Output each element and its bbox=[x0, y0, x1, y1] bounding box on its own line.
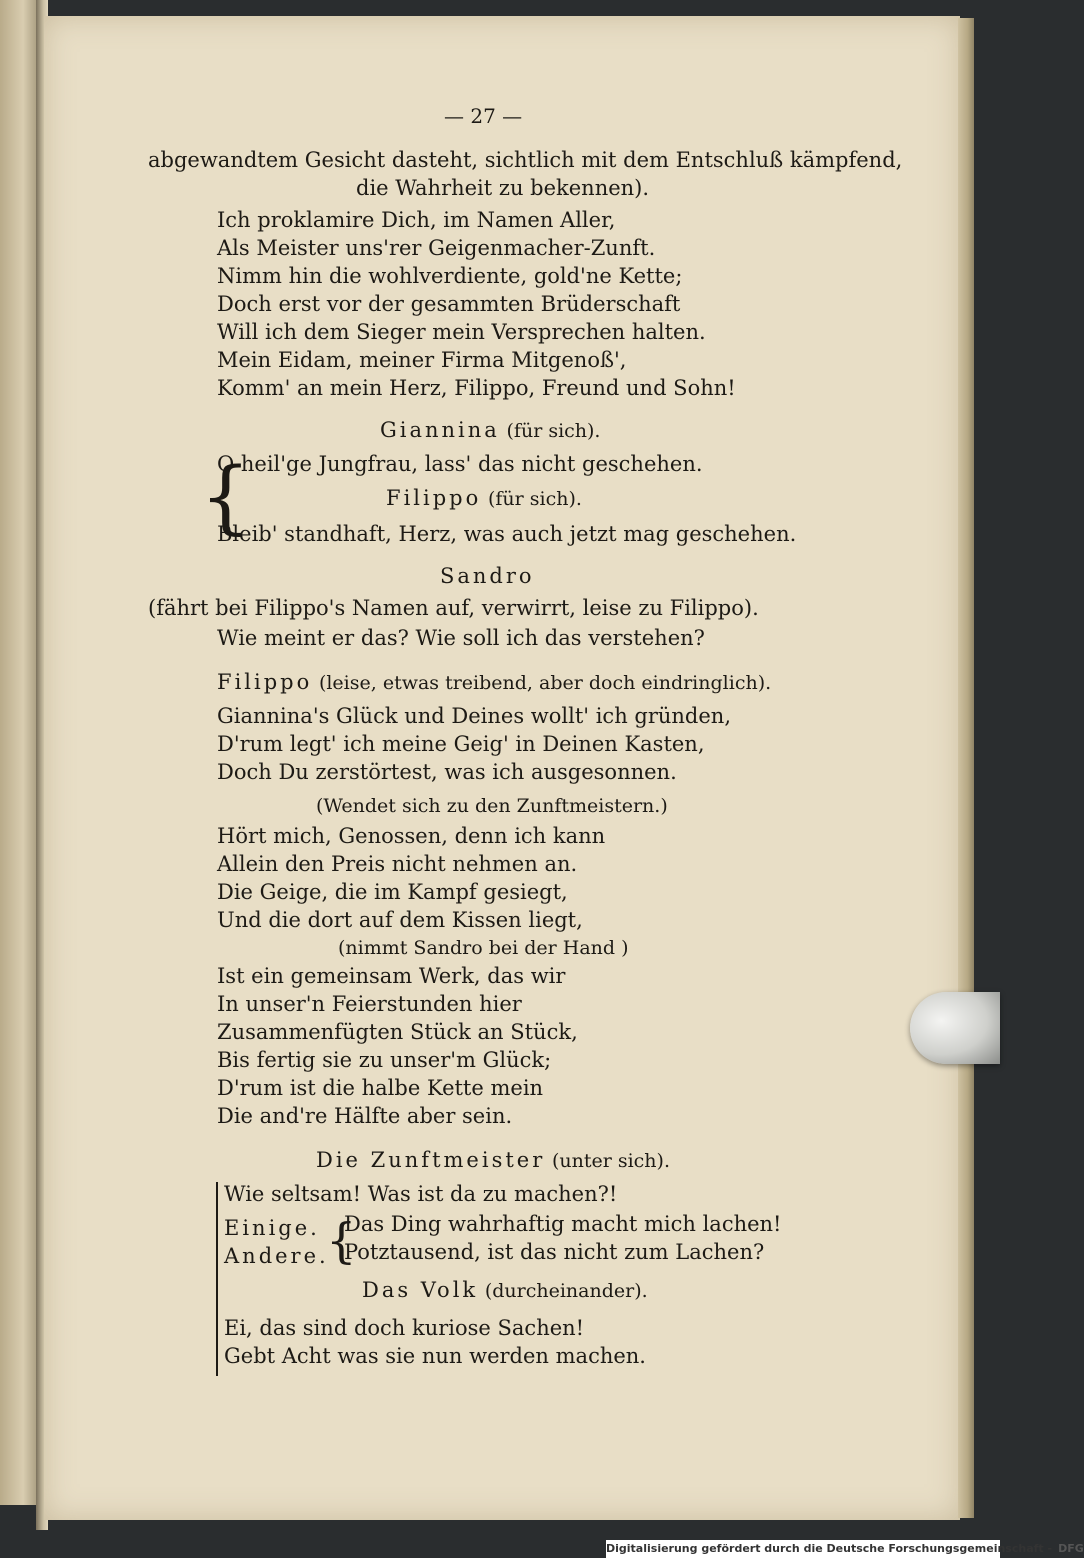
stage-direction: (leise, etwas treibend, aber doch eindringlich). bbox=[318, 672, 772, 694]
stage-direction-line: die Wahrheit zu bekennen). bbox=[356, 176, 650, 200]
verse-line: Das Ding wahrhaftig macht mich lachen! bbox=[344, 1212, 782, 1236]
verse-line: Nimm hin die wohlverdiente, gold'ne Kette; bbox=[217, 264, 683, 288]
brace: { bbox=[200, 450, 251, 543]
speaker-line bbox=[386, 484, 582, 513]
page-number: — 27 — bbox=[444, 104, 523, 128]
verse-line: Wie seltsam! Was ist da zu machen?! bbox=[224, 1182, 618, 1206]
verse-line: Die Geige, die im Kampf gesiegt, bbox=[217, 880, 568, 904]
brace: { bbox=[326, 1213, 357, 1269]
digitization-footer bbox=[606, 1540, 1084, 1558]
page-clip bbox=[910, 992, 1000, 1064]
verse-line: Wie meint er das? Wie soll ich das verstehen? bbox=[217, 626, 705, 650]
verse-line: Giannina's Glück und Deines wollt' ich gründen, bbox=[217, 704, 731, 728]
verse-line: Ist ein gemeinsam Werk, das wir bbox=[217, 964, 566, 988]
verse-line: Ich proklamire Dich, im Namen Aller, bbox=[217, 208, 616, 232]
speaker-line bbox=[316, 1146, 670, 1175]
verse-line: D'rum legt' ich meine Geig' in Deinen Kasten, bbox=[217, 732, 705, 756]
verse-line: Und die dort auf dem Kissen liegt, bbox=[217, 908, 583, 932]
speaker-name: Das Volk bbox=[362, 1278, 479, 1302]
speaker-name: Filippo bbox=[386, 486, 482, 510]
verse-line: Gebt Acht was sie nun werden machen. bbox=[224, 1344, 646, 1368]
speaker-name: Giannina bbox=[380, 418, 500, 442]
verse-line: Mein Eidam, meiner Firma Mitgenoß', bbox=[217, 348, 627, 372]
verse-line: Bis fertig sie zu unser'm Glück; bbox=[217, 1048, 552, 1072]
stage-direction-line: (fährt bei Filippo's Namen auf, verwirrt, leise zu Filippo). bbox=[148, 596, 759, 620]
verse-line: Zusammenfügten Stück an Stück, bbox=[217, 1020, 578, 1044]
verse-line: In unser'n Feierstunden hier bbox=[217, 992, 522, 1016]
speaker-name: Die Zunftmeister bbox=[316, 1148, 546, 1172]
speaker-line bbox=[217, 668, 771, 697]
speaker-name: Andere. bbox=[224, 1244, 329, 1268]
verse-line: Allein den Preis nicht nehmen an. bbox=[217, 852, 578, 876]
verse-line: Ei, das sind doch kuriose Sachen! bbox=[224, 1316, 585, 1340]
verse-line: Will ich dem Sieger mein Versprechen halten. bbox=[217, 320, 706, 344]
speaker-line bbox=[362, 1276, 648, 1305]
verse-line: D'rum ist die halbe Kette mein bbox=[217, 1076, 544, 1100]
stage-direction: (durcheinander). bbox=[484, 1280, 648, 1302]
verse-line: Potztausend, ist das nicht zum Lachen? bbox=[344, 1240, 765, 1264]
verse-line: Die and're Hälfte aber sein. bbox=[217, 1104, 513, 1128]
verse-line: Bleib' standhaft, Herz, was auch jetzt mag geschehen. bbox=[217, 522, 797, 546]
verse-line: Komm' an mein Herz, Filippo, Freund und Sohn! bbox=[217, 376, 736, 400]
bracket-line bbox=[216, 1182, 218, 1376]
verse-line: O heil'ge Jungfrau, lass' das nicht geschehen. bbox=[217, 452, 703, 476]
stage-direction: (für sich). bbox=[506, 420, 601, 442]
speaker-name: Einige. bbox=[224, 1216, 320, 1240]
dfg-logo: DFG bbox=[1058, 1542, 1084, 1555]
stage-direction: (für sich). bbox=[487, 488, 582, 510]
speaker-line bbox=[380, 416, 600, 445]
page-edge bbox=[958, 18, 974, 1518]
speaker-name: Filippo bbox=[217, 670, 313, 694]
verse-line: Doch erst vor der gesammten Brüderschaft bbox=[217, 292, 681, 316]
verse-line: Hört mich, Genossen, denn ich kann bbox=[217, 824, 606, 848]
speaker-name: Sandro bbox=[440, 564, 535, 588]
verse-line: Doch Du zerstörtest, was ich ausgesonnen. bbox=[217, 760, 677, 784]
stage-direction-line: (Wendet sich zu den Zunftmeistern.) bbox=[316, 795, 668, 817]
stage-direction: (unter sich). bbox=[551, 1150, 670, 1172]
stage-direction-line: abgewandtem Gesicht dasteht, sichtlich mit dem Entschluß kämpfend, bbox=[148, 148, 903, 172]
footer-text: Digitalisierung gefördert durch die Deutsche Forschungsgemeinschaft - bbox=[606, 1542, 1053, 1555]
verse-line: Als Meister uns'rer Geigenmacher-Zunft. bbox=[217, 236, 656, 260]
stage-direction-line: (nimmt Sandro bei der Hand ) bbox=[338, 937, 629, 959]
